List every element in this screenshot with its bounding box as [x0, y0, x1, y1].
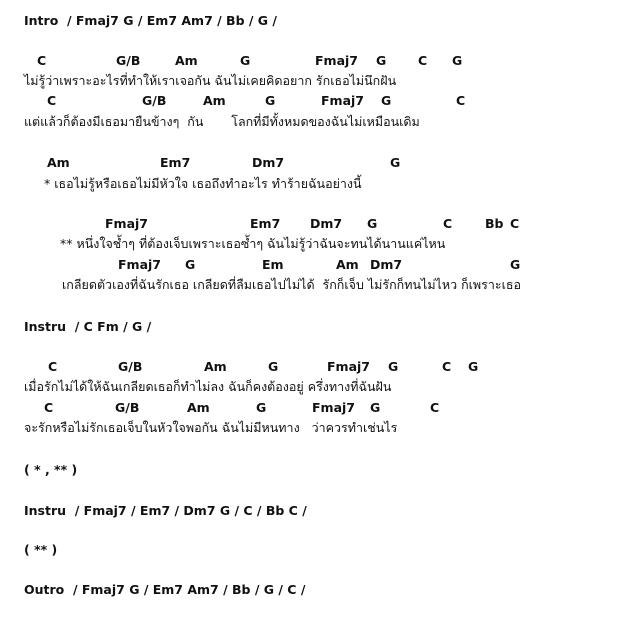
chord: G [268, 359, 279, 374]
chord: G [388, 359, 399, 374]
chord: C [430, 400, 440, 415]
repeat-marker: ( ** ) [24, 542, 58, 557]
lyric-line: จะรักหรือไม่รักเธอเจ็บในหัวใจพอกัน ฉันไม่มีหนทาง ว่าควรทำเช่นไร [24, 420, 398, 435]
chord: C [37, 53, 47, 68]
chord: Am [203, 93, 226, 108]
chord: G/B [142, 93, 167, 108]
outro-line: Outro / Fmaj7 G / Em7 Am7 / Bb / G / C / [24, 582, 306, 597]
chord: C [48, 359, 58, 374]
chord: Fmaj7 [321, 93, 364, 108]
chord: Dm7 [310, 216, 343, 231]
chord: Am [204, 359, 227, 374]
chord: C [443, 216, 453, 231]
lyric-line: * เธอไม่รู้หรือเธอไม่มีหัวใจ เธอถึงทำอะไร ทำร้ายฉันอย่างนี้ [44, 176, 362, 191]
chord: G [185, 257, 196, 272]
chord: Am [47, 155, 70, 170]
lyric-line: แต่แล้วก็ต้องมีเธอมายืนข้างๆ กัน โลกที่มีทั้งหมดของฉันไม่เหมือนเดิม [24, 114, 420, 129]
chord: Fmaj7 [118, 257, 161, 272]
chord: G [468, 359, 479, 374]
chord: G [370, 400, 381, 415]
chord: C [44, 400, 54, 415]
chord: G [256, 400, 267, 415]
chord: G [510, 257, 521, 272]
chord: Fmaj7 [105, 216, 148, 231]
chord: G [390, 155, 401, 170]
chord: C [47, 93, 57, 108]
lyric-line: ไม่รู้ว่าเพราะอะไรที่ทำให้เราเจอกัน ฉันไม่เคยคิดอยาก รักเธอไม่นึกฝัน [24, 73, 397, 88]
chord: G [376, 53, 387, 68]
instru-line: Instru / C Fm / G / [24, 319, 152, 334]
lyric-line: ** หนึ่งใจช้ำๆ ที่ต้องเจ็บเพราะเธอซ้ำๆ ฉันไม่รู้ว่าฉันจะทนได้นานแค่ไหน [60, 236, 446, 251]
chord: G [452, 53, 463, 68]
chord: C [510, 216, 520, 231]
chord: G/B [115, 400, 140, 415]
chord: Fmaj7 [327, 359, 370, 374]
chord: Fmaj7 [315, 53, 358, 68]
chord: G/B [118, 359, 143, 374]
chord: G [367, 216, 378, 231]
chord: G [265, 93, 276, 108]
chord: Dm7 [252, 155, 285, 170]
chord: Am [336, 257, 359, 272]
chord: Bb [485, 216, 504, 231]
lyric-line: เมื่อรักไม่ได้ให้ฉันเกลียดเธอก็ทำไม่ลง ฉันก็คงต้องอยู่ ครึ่งทางที่ฉันฝัน [24, 379, 392, 394]
chord: G [240, 53, 251, 68]
chord: Am [175, 53, 198, 68]
chord: C [456, 93, 466, 108]
chord: C [442, 359, 452, 374]
chord: Em7 [250, 216, 281, 231]
chord: Am [187, 400, 210, 415]
chord: Em [262, 257, 284, 272]
chord: Dm7 [370, 257, 403, 272]
lyric-line: เกลียดตัวเองที่ฉันรักเธอ เกลียดที่ลืมเธอไปไม่ได้ รักก็เจ็บ ไม่รักก็ทนไม่ไหว ก็เพราะเธอ [62, 277, 522, 292]
chord: Em7 [160, 155, 191, 170]
chord: G/B [116, 53, 141, 68]
chord: Fmaj7 [312, 400, 355, 415]
chord: C [418, 53, 428, 68]
chord: G [381, 93, 392, 108]
intro-line: Intro / Fmaj7 G / Em7 Am7 / Bb / G / [24, 13, 277, 28]
instru-line: Instru / Fmaj7 / Em7 / Dm7 G / C / Bb C / [24, 503, 307, 518]
repeat-marker: ( * , ** ) [24, 462, 78, 477]
